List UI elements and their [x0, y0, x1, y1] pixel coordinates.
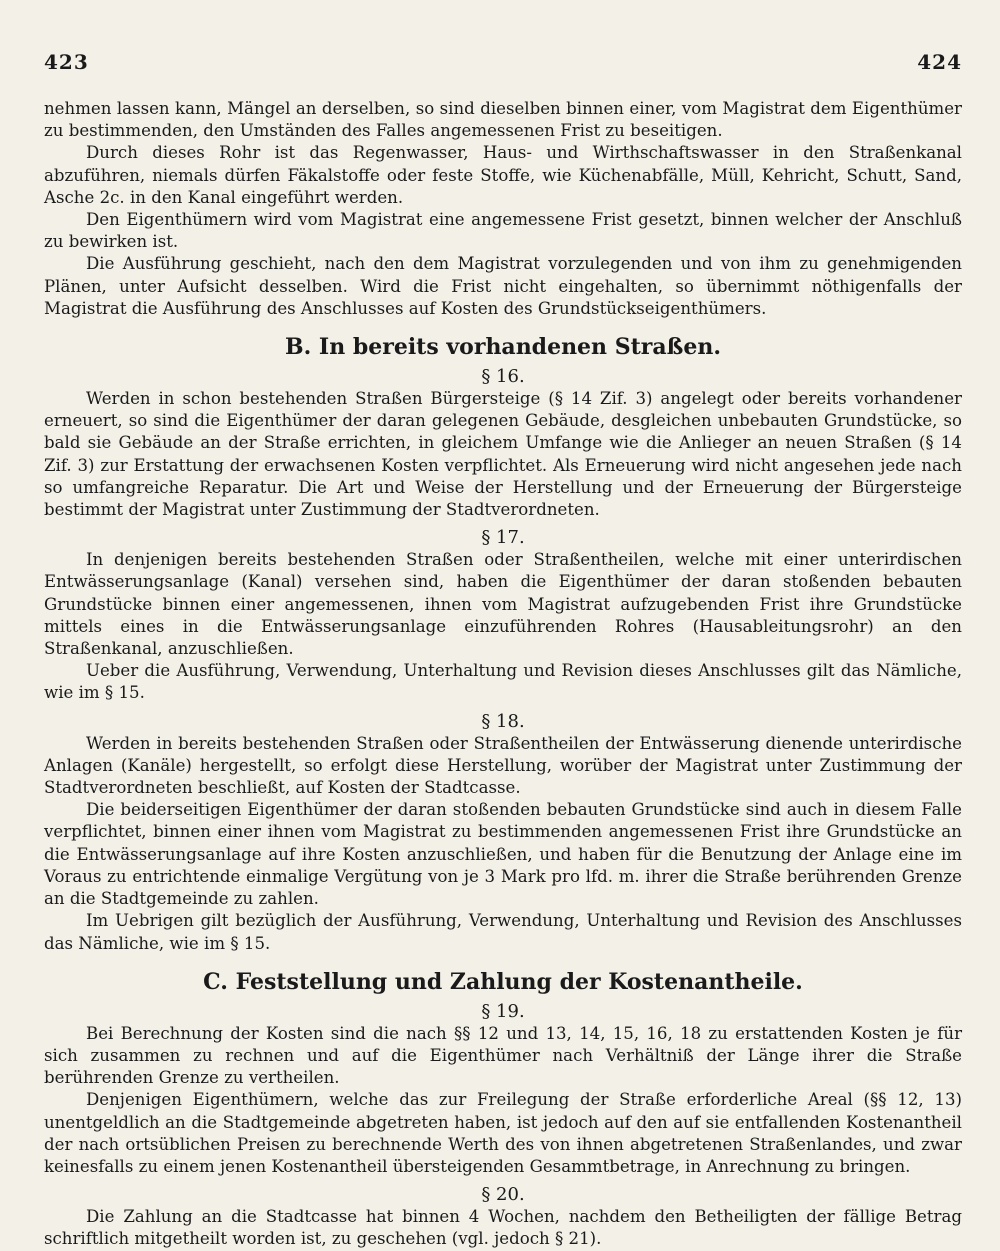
body-paragraph: Die Zahlung an die Stadtcasse hat binnen 4 Wochen, nachdem den Betheiligten der fällige Betrag schriftlich mitgetheilt worden ist, zu geschehen (vgl. jedoch § 21). — [44, 1207, 962, 1249]
paragraph-number: § 16. — [481, 366, 525, 388]
body-paragraph: Werden in schon bestehenden Straßen Bürgersteige (§ 14 Zif. 3) angelegt oder bereits vorhandener erneuert, so sind die Eigenthümer der daran gelegenen Gebäude, desgleichen unbebauten Grundstücke, so bald sie Gebäude an der Straße errichten, in gleichem Umfange wie die Anlieger an neuen Straßen (§ 14 Zif. 3) zur Erstattung der erwachsenen Kosten verpflichtet. Als Erneuerung wird nicht angesehen jede nach so umfangreiche Reparatur. Die Art und Weise der Herstellung und der Erneuerung der Bürgersteige bestimmt der Magistrat unter Zustimmung der Stadtverordneten. — [44, 389, 962, 520]
paragraph-number: § 17. — [481, 527, 525, 549]
body-paragraph: nehmen lassen kann, Mängel an derselben, so sind dieselben binnen einer, vom Magistrat dem Eigenthümer zu bestimmenden, den Umständen des Falles angemessenen Frist zu beseitigen. — [44, 99, 962, 141]
body-paragraph: In denjenigen bereits bestehenden Straßen oder Straßentheilen, welche mit einer unterirdischen Entwässerungsanlage (Kanal) versehen sind, haben die Eigenthümer der daran stoßenden bebauten Grundstücke binnen einer angemessenen, ihnen vom Magistrat aufzugebenden Frist ihre Grundstücke mittels eines in die Entwässerungsanlage einzuführenden Rohres (Hausableitungsrohr) an den Straßenkanal, anzuschließen. — [44, 550, 962, 659]
page-number-right: 424 — [917, 50, 962, 74]
section-heading: B. In bereits vorhandenen Straßen. — [285, 334, 721, 361]
paragraph-number: § 20. — [481, 1184, 525, 1206]
page-number-left: 423 — [44, 50, 89, 74]
body-paragraph: Bei Berechnung der Kosten sind die nach §§ 12 und 13, 14, 15, 16, 18 zu erstattenden Kosten je für sich zusammen zu rechnen und auf die Eigenthümer nach Verhältniß der Länge ihrer die Straße berührenden Grenze zu vertheilen. — [44, 1023, 962, 1088]
body-paragraph: Im Uebrigen gilt bezüglich der Ausführung, Verwendung, Unterhaltung und Revision des Anschlusses das Nämliche, wie im § 15. — [44, 911, 962, 953]
body-paragraph: Ueber die Ausführung, Verwendung, Unterhaltung und Revision dieses Anschlusses gilt das Nämliche, wie im § 15. — [44, 661, 962, 703]
section-heading: C. Feststellung und Zahlung der Kostenantheile. — [203, 968, 803, 995]
body-paragraph: Werden in bereits bestehenden Straßen oder Straßentheilen der Entwässerung dienende unterirdische Anlagen (Kanäle) hergestellt, so erfolgt diese Herstellung, worüber der Magistrat unter Zustimmung der Stadtverordneten beschließt, auf Kosten der Stadtcasse. — [44, 733, 962, 798]
paragraph-number: § 18. — [481, 710, 525, 732]
body-paragraph: Die beiderseitigen Eigenthümer der daran stoßenden bebauten Grundstücke sind auch in diesem Falle verpflichtet, binnen einer ihnen vom Magistrat zu bestimmenden angemessenen Frist ihre Grundstücke an die Entwässerungsanlage auf ihre Kosten anzuschließen, und haben für die Benutzung der Anlage eine im Voraus zu entrichtende einmalige Vergütung von je 3 Mark pro lfd. m. ihrer die Straße berührenden Grenze an die Stadtgemeinde zu zahlen. — [44, 800, 962, 909]
body-paragraph: Denjenigen Eigenthümern, welche das zur Freilegung der Straße erforderliche Areal (§§ 12, 13) unentgeldlich an die Stadtgemeinde abgetreten haben, ist jedoch auf den auf sie entfallenden Kostenantheil der nach ortsüblichen Preisen zu berechnende Werth des von ihnen abgetretenen Straßenlandes, und zwar keinesfalls zu einem jenen Kostenantheil übersteigenden Gesammtbetrage, in Anrechnung zu bringen. — [44, 1090, 962, 1176]
body-paragraph: Durch dieses Rohr ist das Regenwasser, Haus- und Wirthschaftswasser in den Straßenkanal abzuführen, niemals dürfen Fäkalstoffe oder feste Stoffe, wie Küchenabfälle, Müll, Kehricht, Schutt, Sand, Asche 2c. in den Kanal eingeführt werden. — [44, 143, 962, 207]
document-body — [44, 98, 962, 1251]
body-paragraph: Die Ausführung geschieht, nach den dem Magistrat vorzulegenden und von ihm zu genehmigenden Plänen, unter Aufsicht desselben. Wird die Frist nicht eingehalten, so übernimmt nöthigenfalls der Magistrat die Ausführung des Anschlusses auf Kosten des Grundstückseigenthümers. — [44, 254, 962, 318]
body-paragraph: Den Eigenthümern wird vom Magistrat eine angemessene Frist gesetzt, binnen welcher der Anschluß zu bewirken ist. — [44, 210, 962, 252]
paragraph-number: § 19. — [481, 1000, 525, 1022]
